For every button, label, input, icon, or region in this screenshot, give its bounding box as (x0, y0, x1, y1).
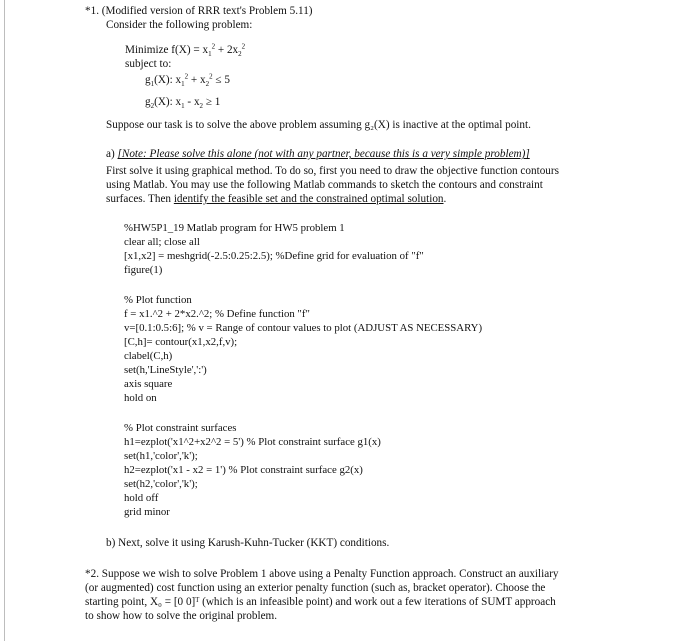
constraint-g2 (145, 95, 220, 109)
g2-tail: ≥ 1 (203, 96, 221, 108)
g1-sq1: 2 (184, 72, 189, 81)
g1-index: 1 (150, 80, 155, 89)
part-a-note: [Note: Please solve this alone (not with any partner, because this is a very simple problem)] (117, 148, 530, 160)
objective-sub2: 2 (238, 50, 242, 59)
code-line: h2=ezplot('x1 - x2 = 1') % Plot constraint surface g2(x) (124, 464, 363, 476)
code-line: hold on (124, 392, 157, 404)
part-a-heading (106, 147, 530, 161)
objective-sq2: 2 (241, 42, 246, 51)
part-a-line3-underlined: identify the feasible set and the constrained optimal solution (173, 193, 444, 205)
code-line: % Plot constraint surfaces (124, 422, 237, 434)
code-line: f = x1.^2 + 2*x2.^2; % Define function "f" (124, 308, 310, 320)
g1-sub2: 2 (205, 80, 210, 89)
code-line: hold off (124, 492, 159, 504)
g2-minus: - x (184, 96, 200, 108)
problem2-line1: *2. Suppose we wish to solve Problem 1 above using a Penalty Function approach. Construct an auxiliary (85, 568, 559, 580)
code-line: set(h1,'color','k'); (124, 450, 198, 462)
objective-function (125, 43, 245, 57)
objective-mid: + 2x (215, 44, 239, 56)
g1-text-a: (X): x (154, 74, 182, 86)
code-line: set(h,'LineStyle',':') (124, 364, 207, 376)
g2-sub1: 1 (181, 102, 185, 111)
g2-sub2: 2 (199, 102, 204, 111)
part-a-line3-start: surfaces. Then (106, 193, 174, 205)
problem1-title: *1. (Modified version of RRR text's Problem 5.11) (85, 5, 313, 17)
g1-text-b: + x (188, 74, 206, 86)
page-edge-line (4, 0, 5, 641)
problem2-line3: starting point, X₀ = [0 0]ᵀ (which is an infeasible point) and work out a few iterations of SUMT approach (85, 596, 556, 608)
problem2-line2: (or augmented) cost function using an exterior penalty function (such as, bracket operator). Choose the (85, 582, 546, 594)
part-a-prefix: a) (106, 148, 118, 160)
code-line: [x1,x2] = meshgrid(-2.5:0.25:2.5); %Define grid for evaluation of "f" (124, 250, 424, 262)
code-line: figure(1) (124, 264, 163, 276)
objective-text: Minimize f(X) = x (125, 44, 209, 56)
g1-sub1: 1 (181, 80, 185, 89)
problem1-intro: Consider the following problem: (106, 19, 253, 31)
code-line: %HW5P1_19 Matlab program for HW5 problem 1 (124, 222, 345, 234)
g2-index: 2 (150, 102, 155, 111)
g1-text-c: ≤ 5 (212, 74, 230, 86)
code-line: clear all; close all (124, 236, 200, 248)
g1-sq2: 2 (209, 72, 213, 81)
part-b-text: b) Next, solve it using Karush-Kuhn-Tucker (KKT) conditions. (106, 537, 390, 549)
part-a-line3 (106, 192, 446, 206)
code-line: grid minor (124, 506, 170, 518)
objective-sub1: 1 (208, 50, 212, 59)
code-line: [C,h]= contour(x1,x2,f,v); (124, 336, 238, 348)
g2-text: (X): x (154, 96, 182, 108)
code-line: h1=ezplot('x1^2+x2^2 = 5') % Plot constraint surface g1(x) (124, 436, 381, 448)
problem2-line4: to show how to solve the original problem. (85, 610, 278, 622)
part-a-line3-end: . (443, 193, 447, 205)
part-a-line2: using Matlab. You may use the following Matlab commands to sketch the contours and constraint (106, 179, 543, 191)
g2-letter: g (145, 96, 151, 108)
subject-to-label: subject to: (125, 58, 172, 70)
code-line: clabel(C,h) (124, 350, 173, 362)
code-line: v=[0.1:0.5:6]; % v = Range of contour values to plot (ADJUST AS NECESSARY) (124, 322, 483, 334)
g1-letter: g (145, 74, 151, 86)
code-line: % Plot function (124, 294, 192, 306)
constraint-g1 (145, 73, 230, 87)
assumption-text: Suppose our task is to solve the above problem assuming g₂(X) is inactive at the optimal point. (106, 119, 531, 131)
code-line: axis square (124, 378, 173, 390)
objective-sq1: 2 (211, 42, 216, 51)
part-a-line1: First solve it using graphical method. To do so, first you need to draw the objective function contours (106, 165, 559, 177)
code-line: set(h2,'color','k'); (124, 478, 198, 490)
